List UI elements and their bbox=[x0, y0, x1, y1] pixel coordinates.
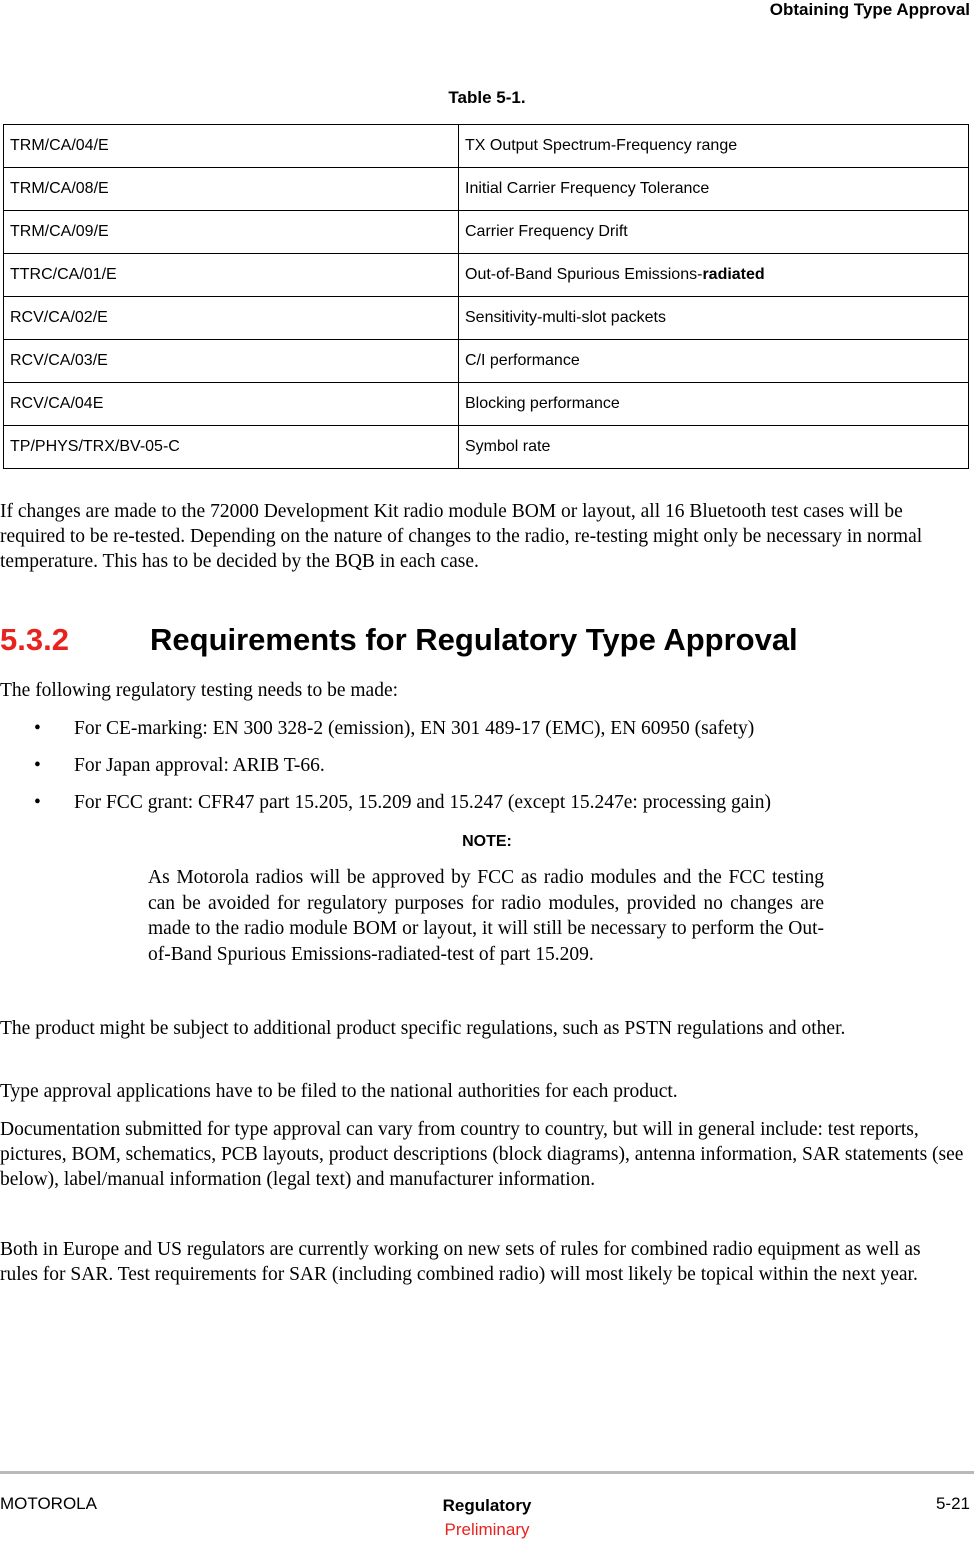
list-item-text: For CE-marking: EN 300 328-2 (emission), EN 301 489-17 (EMC), EN 60950 (safety) bbox=[74, 718, 755, 739]
product-regulations-paragraph: The product might be subject to additional product specific regulations, such as PSTN regulations and other. bbox=[0, 1018, 846, 1039]
test-code-cell: RCV/CA/02/E bbox=[4, 297, 459, 340]
footer-center bbox=[0, 1494, 974, 1542]
table-row bbox=[4, 168, 969, 211]
table-row bbox=[4, 383, 969, 426]
list-item bbox=[0, 716, 771, 741]
test-description-cell: Symbol rate bbox=[459, 426, 969, 469]
bom-changes-paragraph: If changes are made to the 72000 Development Kit radio module BOM or layout, all 16 Bluetooth test cases will be required to be re-tested. Depending on the nature of changes to the radio, re-testing might only be necessary in normal temperature. This has to be decided by the BQB in each case. bbox=[0, 501, 923, 572]
test-case-table bbox=[3, 124, 969, 469]
note-label: NOTE: bbox=[462, 833, 512, 850]
bullet-icon: • bbox=[34, 718, 41, 739]
test-code-cell: RCV/CA/04E bbox=[4, 383, 459, 426]
test-code-cell: TRM/CA/04/E bbox=[4, 125, 459, 168]
table-row bbox=[4, 297, 969, 340]
table-row bbox=[4, 211, 969, 254]
test-code-cell: TP/PHYS/TRX/BV-05-C bbox=[4, 426, 459, 469]
table-row bbox=[4, 340, 969, 383]
list-item-text: For Japan approval: ARIB T-66. bbox=[74, 755, 325, 776]
test-code-cell: TRM/CA/08/E bbox=[4, 168, 459, 211]
page-header-title: Obtaining Type Approval bbox=[769, 0, 970, 19]
test-code-cell: TRM/CA/09/E bbox=[4, 211, 459, 254]
applications-paragraph: Type approval applications have to be filed to the national authorities for each product. bbox=[0, 1081, 678, 1102]
test-description-emphasis: radiated bbox=[702, 266, 765, 283]
test-description-cell: Sensitivity-multi-slot packets bbox=[459, 297, 969, 340]
test-description-cell: Carrier Frequency Drift bbox=[459, 211, 969, 254]
footer-chapter: Regulatory bbox=[442, 1496, 532, 1515]
test-description-cell: TX Output Spectrum-Frequency range bbox=[459, 125, 969, 168]
table-row bbox=[4, 254, 969, 297]
list-item bbox=[0, 753, 771, 778]
footer-divider bbox=[0, 1471, 974, 1474]
table-row bbox=[4, 426, 969, 469]
test-code-cell: TTRC/CA/01/E bbox=[4, 254, 459, 297]
test-description-cell bbox=[459, 254, 969, 297]
test-description-cell: Initial Carrier Frequency Tolerance bbox=[459, 168, 969, 211]
table-row bbox=[4, 125, 969, 168]
note-text: As Motorola radios will be approved by FCC as radio modules and the FCC testing can be avoided for regulatory purposes for radio modules, provided no changes are made to the radio module BOM or layout, it will still be necessary to perform the Out-of-Band Spurious Emissions-radiated-test of part 15.209. bbox=[148, 867, 824, 965]
test-description-text: Out-of-Band Spurious Emissions- bbox=[465, 266, 703, 283]
section-number: 5.3.2 bbox=[0, 622, 69, 657]
footer-company: MOTOROLA bbox=[0, 1494, 97, 1513]
section-title: Requirements for Regulatory Type Approval bbox=[150, 622, 798, 657]
test-code-cell: RCV/CA/03/E bbox=[4, 340, 459, 383]
bullet-icon: • bbox=[34, 792, 41, 813]
footer-page-number: 5-21 bbox=[935, 1494, 970, 1513]
sar-paragraph: Both in Europe and US regulators are currently working on new sets of rules for combined radio equipment as well as rules for SAR. Test requirements for SAR (including combined radio) will most likely be topical within the next year. bbox=[0, 1239, 921, 1285]
table-caption: Table 5-1. bbox=[448, 88, 526, 107]
regulatory-bullet-list bbox=[0, 716, 771, 827]
list-item bbox=[0, 790, 771, 815]
documentation-paragraph: Documentation submitted for type approval can vary from country to country, but will in general include: test reports, pictures, BOM, schematics, PCB layouts, product descriptions (block diagrams), antenna information, SAR statements (see below), label/manual information (legal text) and manufacturer information. bbox=[0, 1119, 964, 1190]
bullet-icon: • bbox=[34, 755, 41, 776]
test-description-cell: C/I performance bbox=[459, 340, 969, 383]
footer-status: Preliminary bbox=[444, 1520, 530, 1539]
section-heading bbox=[0, 620, 798, 660]
list-item-text: For FCC grant: CFR47 part 15.205, 15.209 and 15.247 (except 15.247e: processing gain) bbox=[74, 792, 772, 813]
test-description-cell: Blocking performance bbox=[459, 383, 969, 426]
intro-paragraph: The following regulatory testing needs to be made: bbox=[0, 680, 399, 701]
